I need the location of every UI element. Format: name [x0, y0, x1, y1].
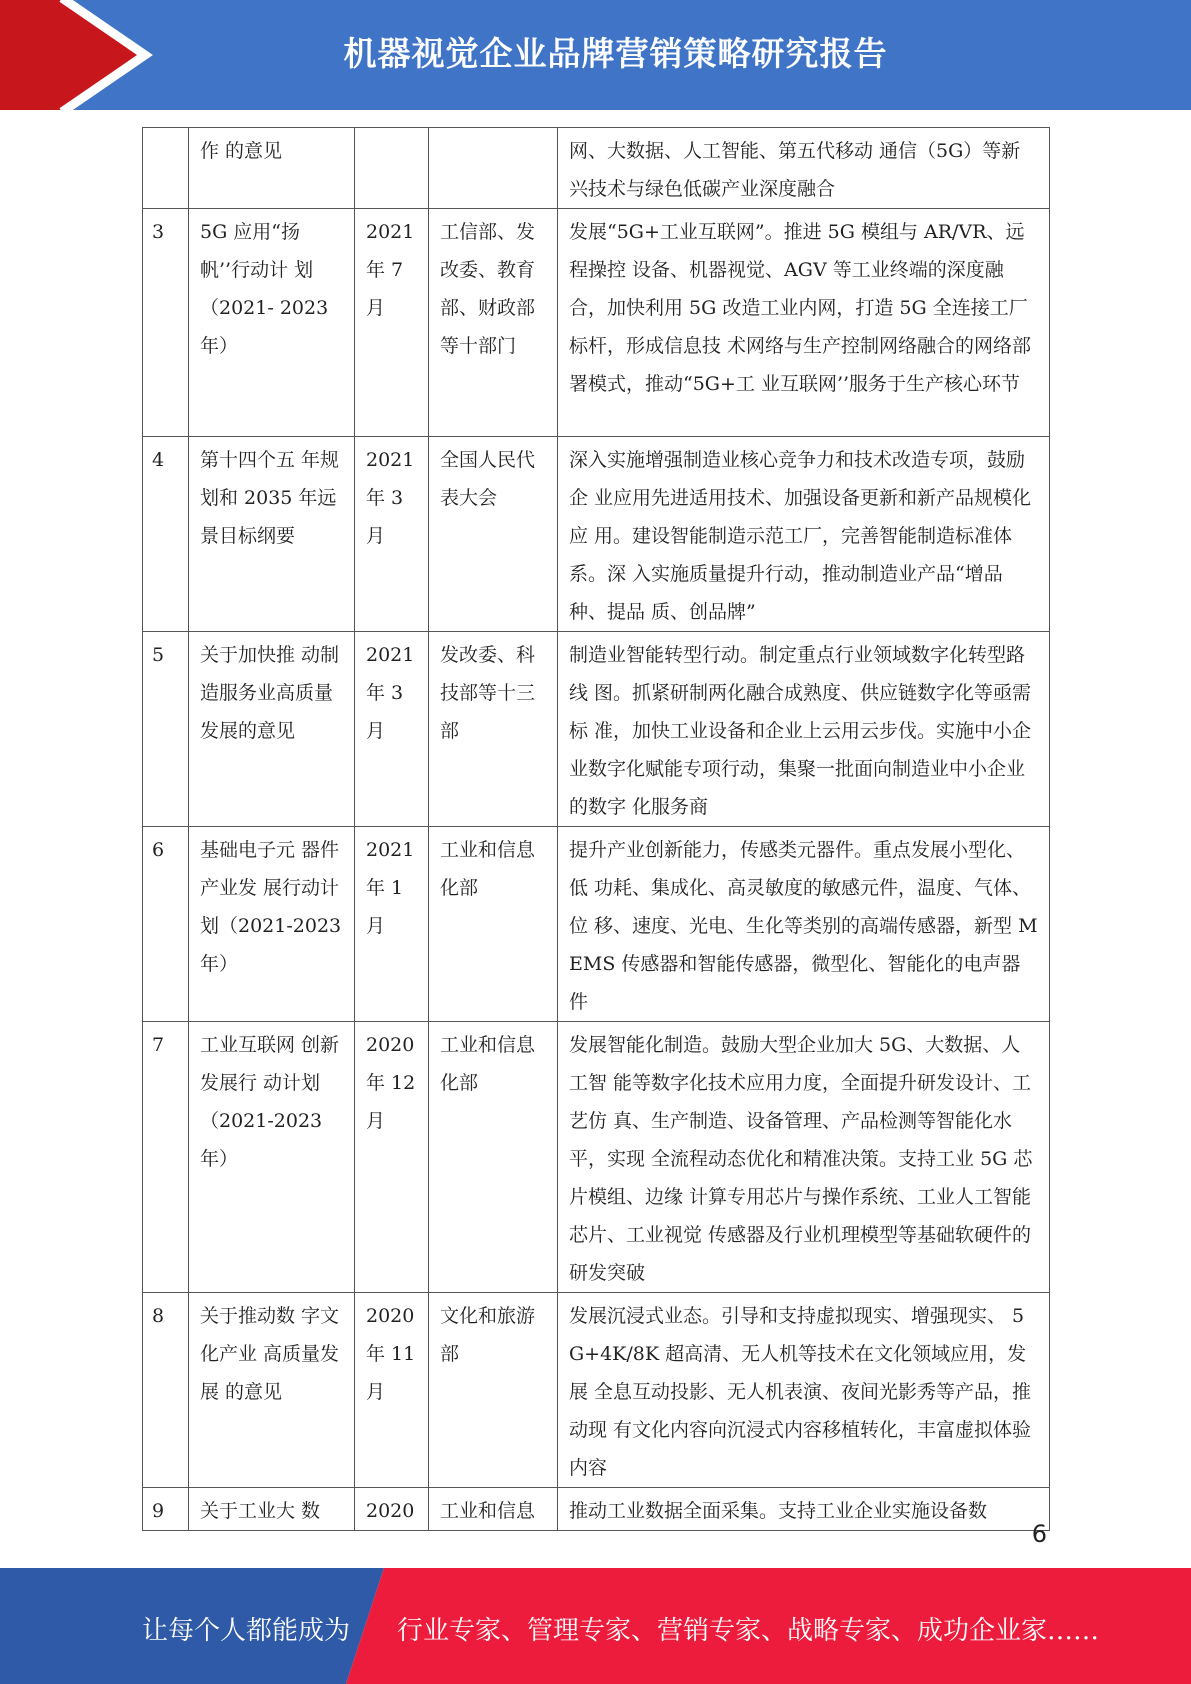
- page-footer: [0, 1568, 1191, 1684]
- table-row: [143, 1022, 1050, 1293]
- cell-date: 2021年 7月: [355, 209, 429, 437]
- cell-policy-name: 关于推动数 字文化产业 高质量发展 的意见: [189, 1293, 355, 1488]
- cell-date: 2020年 11月: [355, 1293, 429, 1488]
- cell-department: [429, 128, 558, 209]
- table-row: [143, 128, 1050, 209]
- cell-content: 深入实施增强制造业核心竞争力和技术改造专项，鼓励企 业应用先进适用技术、加强设备更新和新产品规模化应 用。建设智能制造示范工厂，完善智能制造标准体系。深 入实施质量提升行动，推动制造业产品“增品种、提品 质、创品牌”: [558, 437, 1050, 632]
- table-row: [143, 1293, 1050, 1488]
- footer-slogan-right: 行业专家、管理专家、营销专家、战略专家、成功企业家……: [397, 1616, 1100, 1646]
- cell-number: 5: [143, 632, 189, 827]
- cell-number: 8: [143, 1293, 189, 1488]
- cell-policy-name: 基础电子元 器件产业发 展行动计划（2021-2023 年）: [189, 827, 355, 1022]
- cell-content: 制造业智能转型行动。制定重点行业领域数字化转型路线 图。抓紧研制两化融合成熟度、供应链数字化等亟需标 准，加快工业设备和企业上云用云步伐。实施中小企业数字化赋能专项行动，集聚一批面向制造业中小企业的数字 化服务商: [558, 632, 1050, 827]
- table-row: [143, 209, 1050, 437]
- cell-content: 发展“5G+工业互联网”。推进 5G 模组与 AR/VR、远程操控 设备、机器视觉、AGV 等工业终端的深度融合，加快利用 5G 改造工业内网，打造 5G 全连接工厂标杆，形成信息技 术网络与生产控制网络融合的网络部署模式，推动“5G+工 业互联网’’服务于生产核心环节: [558, 209, 1050, 437]
- cell-content: 推动工业数据全面采集。支持工业企业实施设备数: [558, 1488, 1050, 1531]
- cell-content: 发展智能化制造。鼓励大型企业加大 5G、大数据、人工智 能等数字化技术应用力度，全面提升研发设计、工艺仿 真、生产制造、设备管理、产品检测等智能化水平，实现 全流程动态优化和精准决策。支持工业 5G 芯片模组、边缘 计算专用芯片与操作系统、工业人工智能芯片、工业视觉 传感器及行业机理模型等基础软硬件的研发突破: [558, 1022, 1050, 1293]
- cell-department: 工业和信息: [429, 1488, 558, 1531]
- table-row: [143, 1488, 1050, 1531]
- table-row: [143, 827, 1050, 1022]
- table-row: [143, 437, 1050, 632]
- cell-policy-name: 第十四个五 年规划和 2035 年远 景目标纲要: [189, 437, 355, 632]
- cell-date: 2020: [355, 1488, 429, 1531]
- cell-number: 6: [143, 827, 189, 1022]
- cell-department: 工业和信息化部: [429, 1022, 558, 1293]
- cell-policy-name: 工业互联网 创新发展行 动计划（2021-2023年）: [189, 1022, 355, 1293]
- cell-policy-name: 5G 应用“扬 帆’’行动计 划（2021- 2023年）: [189, 209, 355, 437]
- cell-content: 发展沉浸式业态。引导和支持虚拟现实、增强现实、 5G+4K/8K 超高清、无人机等技术在文化领域应用，发展 全息互动投影、无人机表演、夜间光影秀等产品，推动现 有文化内容向沉浸式内容移植转化，丰富虚拟体验内容: [558, 1293, 1050, 1488]
- cell-department: 全国人民代表大会: [429, 437, 558, 632]
- cell-department: 工信部、发改委、教育部、财政部等十部门: [429, 209, 558, 437]
- cell-policy-name: 关于加快推 动制造服务业高质量发展的意见: [189, 632, 355, 827]
- cell-number: 9: [143, 1488, 189, 1531]
- cell-department: 工业和信息化部: [429, 827, 558, 1022]
- cell-number: [143, 128, 189, 209]
- cell-number: 7: [143, 1022, 189, 1293]
- cell-date: 2020年 12月: [355, 1022, 429, 1293]
- cell-date: 2021年 1月: [355, 827, 429, 1022]
- table-row: [143, 632, 1050, 827]
- page-header: [0, 0, 1191, 110]
- policy-table-body: [143, 128, 1050, 1531]
- cell-date: [355, 128, 429, 209]
- page-number: 6: [1031, 1520, 1047, 1548]
- cell-policy-name: 关于工业大 数: [189, 1488, 355, 1531]
- cell-content: 网、大数据、人工智能、第五代移动 通信（5G）等新兴技术与绿色低碳产业深度融合: [558, 128, 1050, 209]
- cell-date: 2021年 3月: [355, 632, 429, 827]
- cell-number: 4: [143, 437, 189, 632]
- cell-content: 提升产业创新能力，传感类元器件。重点发展小型化、低 功耗、集成化、高灵敏度的敏感元件，温度、气体、位 移、速度、光电、生化等类别的高端传感器，新型 MEMS 传感器和智能传感器，微型化、智能化的电声器件: [558, 827, 1050, 1022]
- footer-slogan-left: 让每个人都能成为: [142, 1616, 351, 1646]
- cell-department: 发改委、科技部等十三部: [429, 632, 558, 827]
- report-title: 机器视觉企业品牌营销策略研究报告: [343, 34, 888, 73]
- cell-date: 2021年 3月: [355, 437, 429, 632]
- cell-number: 3: [143, 209, 189, 437]
- cell-policy-name: 作 的意见: [189, 128, 355, 209]
- policy-table: [142, 127, 1050, 1531]
- cell-department: 文化和旅游部: [429, 1293, 558, 1488]
